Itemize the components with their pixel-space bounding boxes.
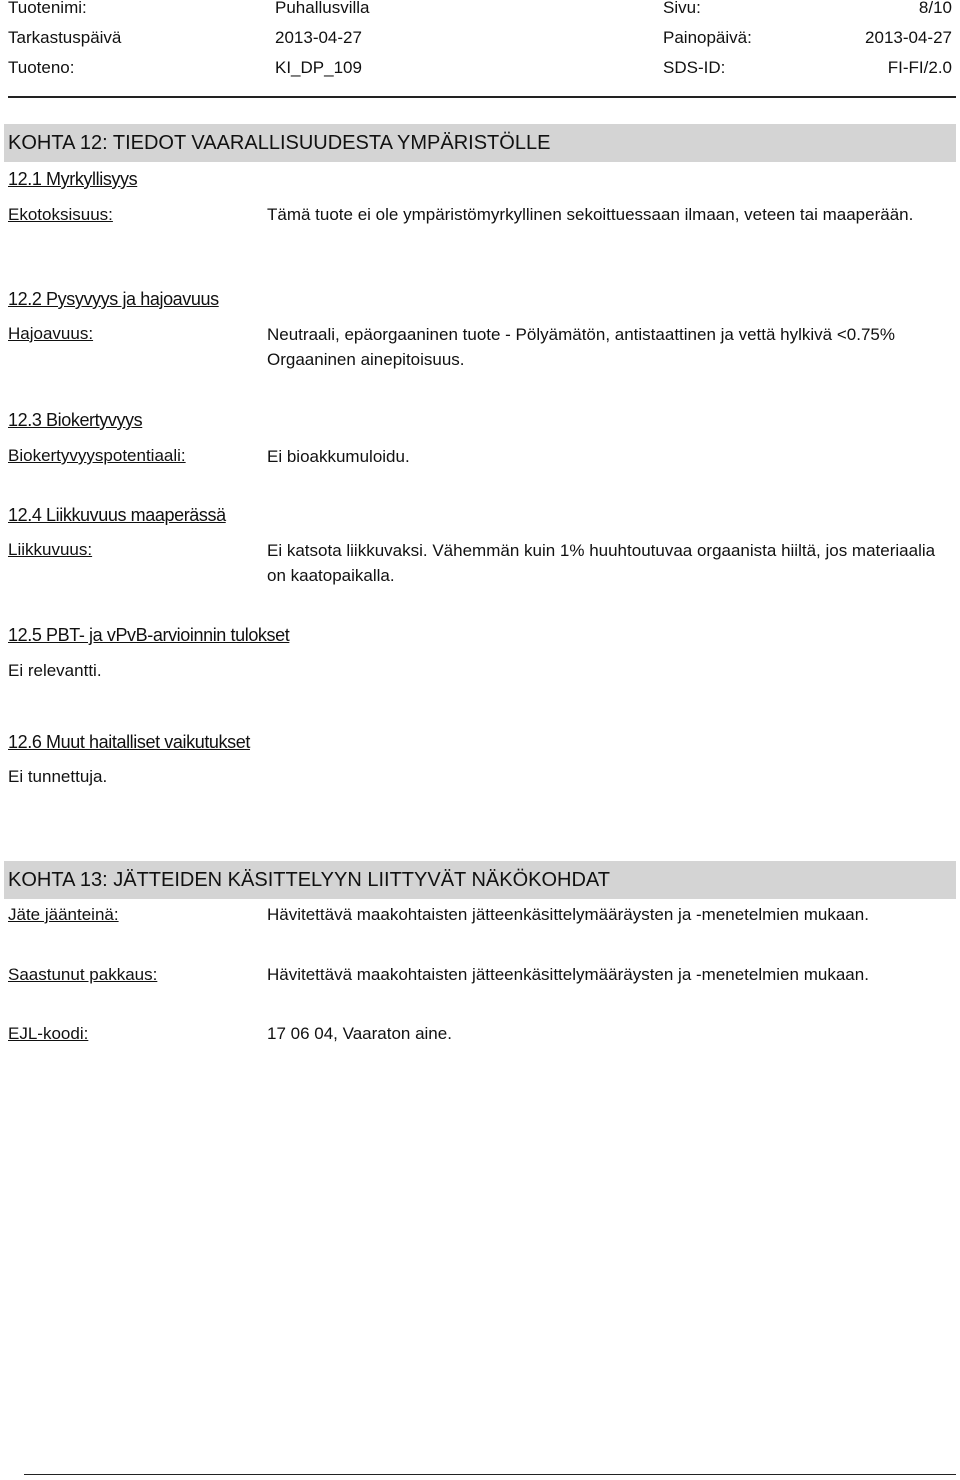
- subsection-12-6-heading: 12.6 Muut haitalliset vaikutukset: [8, 732, 250, 752]
- subsection-12-5-heading: 12.5 PBT- ja vPvB-arvioinnin tulokset: [8, 625, 290, 645]
- ecotoxicity-label: Ekotoksisuus:: [8, 205, 113, 224]
- bioaccumulation-label: Biokertyvyyspotentiaali:: [8, 446, 186, 465]
- subsection-12-3-heading: 12.3 Biokertyvyys: [8, 410, 143, 430]
- ecotoxicity-value: Tämä tuote ei ole ympäristömyrkyllinen sekoittuessaan ilmaan, veteen tai maaperään.: [267, 205, 914, 224]
- ewc-code-label: EJL-koodi:: [8, 1024, 89, 1043]
- section-13-title: KOHTA 13: JÄTTEIDEN KÄSITTELYYN LIITTYVÄT NÄKÖKOHDAT: [4, 861, 956, 899]
- product-name-value: Puhallusvilla: [275, 0, 370, 17]
- footer-divider: [24, 1474, 956, 1475]
- other-effects-text: Ei tunnettuja.: [8, 767, 108, 786]
- print-date-value: 2013-04-27: [865, 28, 952, 47]
- product-name-label: Tuotenimi:: [8, 0, 87, 17]
- sds-id-label: SDS-ID:: [663, 58, 726, 77]
- subsection-12-4-heading: 12.4 Liikkuvuus maaperässä: [8, 505, 226, 525]
- page-value: 8/10: [918, 0, 952, 17]
- contaminated-packaging-label: Saastunut pakkaus:: [8, 965, 158, 984]
- bioaccumulation-value: Ei bioakkumuloidu.: [267, 447, 410, 466]
- header-divider: [8, 96, 956, 98]
- product-number-label: Tuoteno:: [8, 58, 75, 77]
- degradability-label: Hajoavuus:: [8, 324, 94, 343]
- mobility-label: Liikkuvuus:: [8, 540, 93, 559]
- pbt-result-text: Ei relevantti.: [8, 661, 102, 680]
- waste-residues-label: Jäte jäänteinä:: [8, 905, 119, 924]
- print-date-label: Painopäivä:: [663, 28, 752, 47]
- mobility-value: Ei katsota liikkuvaksi. Vähemmän kuin 1% huuhtoutuvaa orgaanista hiiltä, jos materiaalia on kaatopaikalla.: [267, 541, 936, 585]
- waste-residues-value: Hävitettävä maakohtaisten jätteenkäsittelymääräysten ja -menetelmien mukaan.: [267, 905, 869, 924]
- page-label: Sivu:: [663, 0, 701, 17]
- product-number-value: KI_DP_109: [275, 58, 362, 77]
- revision-date-label: Tarkastuspäivä: [8, 28, 122, 47]
- ewc-code-value: 17 06 04, Vaaraton aine.: [267, 1024, 452, 1043]
- degradability-value: Neutraali, epäorgaaninen tuote - Pölyämätön, antistaattinen ja vettä hylkivä <0.75% Orgaaninen ainepitoisuus.: [267, 325, 895, 369]
- contaminated-packaging-value: Hävitettävä maakohtaisten jätteenkäsittelymääräysten ja -menetelmien mukaan.: [267, 965, 869, 984]
- sds-id-value: FI-FI/2.0: [887, 58, 952, 77]
- subsection-12-1-heading: 12.1 Myrkyllisyys: [8, 169, 138, 189]
- section-12-title: KOHTA 12: TIEDOT VAARALLISUUDESTA YMPÄRISTÖLLE: [4, 124, 956, 162]
- revision-date-value: 2013-04-27: [275, 28, 362, 47]
- subsection-12-2-heading: 12.2 Pysyvyys ja hajoavuus: [8, 289, 219, 309]
